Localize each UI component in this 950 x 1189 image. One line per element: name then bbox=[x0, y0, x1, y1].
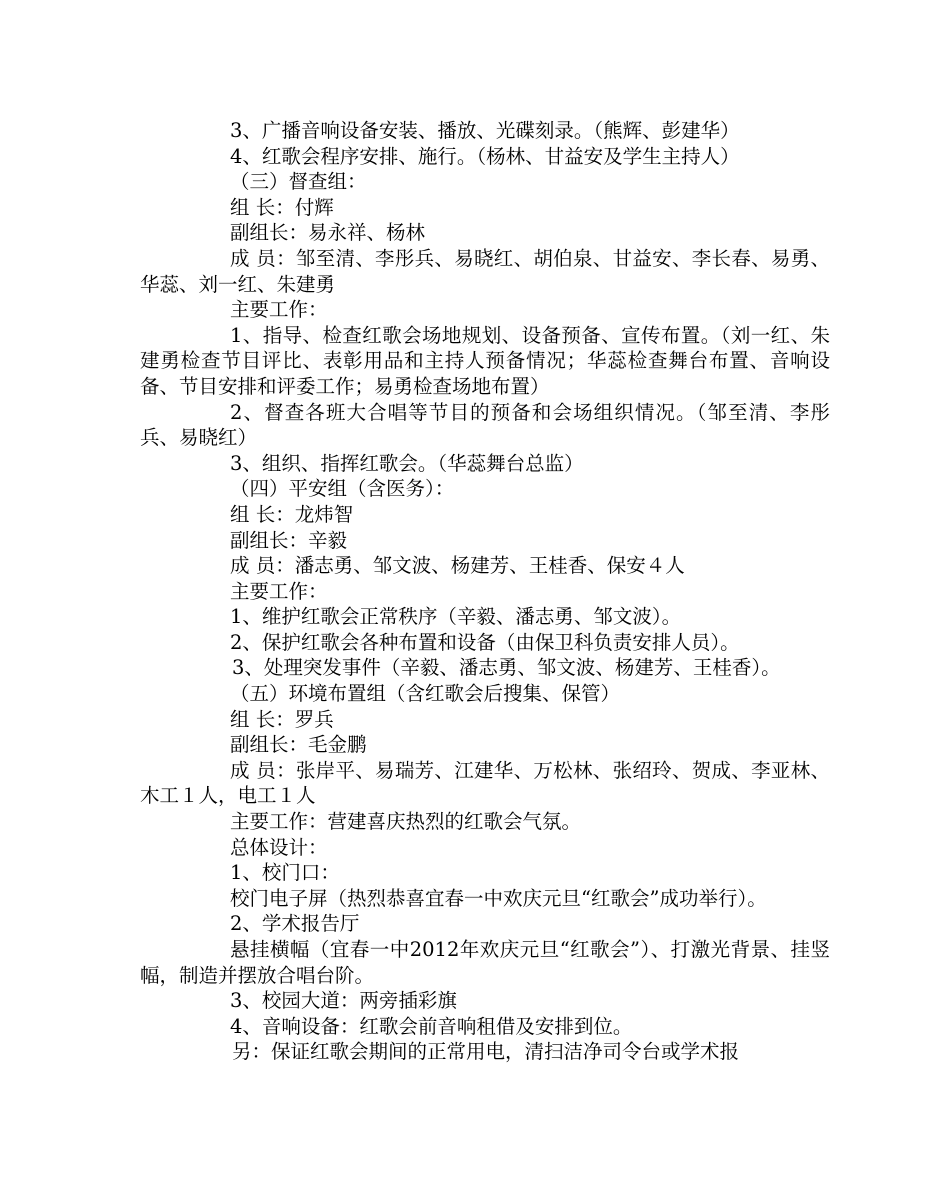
paragraph-safety-task-1: 1、维护红歌会正常秩序（辛毅、潘志勇、邹文波）。 bbox=[230, 605, 682, 629]
paragraph-supervision-task-2: 2、督查各班大合唱等节目的预备和会场组织情况。（邹至清、李彤兵、易晓红） bbox=[140, 400, 830, 450]
paragraph-design-lecture-hall: 2、学术报告厅 bbox=[230, 912, 360, 936]
paragraph-safety-deputy: 副组长：辛毅 bbox=[230, 528, 348, 552]
paragraph-broadcast-equipment: 3、广播音响设备安装、播放、光碟刻录。（熊辉、彭建华） bbox=[230, 119, 740, 142]
paragraph-program-arrangement: 4、红歌会程序安排、施行。（杨林、甘益安及学生主持人） bbox=[230, 144, 740, 168]
section-heading-safety-group: （四）平安组（含医务）： bbox=[230, 477, 455, 501]
paragraph-supervision-task-1: 1、指导、检查红歌会场地规划、设备预备、宣传布置。（刘一红、朱建勇检查节目评比、表彰用品和主持人预备情况；华蕊检查舞台布置、音响设备、节目安排和评委工作；易勇检查场地布置） bbox=[140, 323, 830, 398]
paragraph-design-banners: 悬挂横幅（宜春一中2012年欢庆元旦“红歌会”）、打激光背景、挂竖幅，制造并摆放合唱台阶。 bbox=[140, 938, 830, 987]
document-body bbox=[140, 118, 830, 1065]
paragraph-supervision-members: 成 员：邹至清、李彤兵、易晓红、胡伯泉、甘益安、李长春、易勇、华蕊、刘一红、朱建勇 bbox=[140, 246, 830, 296]
paragraph-safety-task-3: 3、处理突发事件（辛毅、潘志勇、邹文波、杨建芳、王桂香）。 bbox=[232, 656, 781, 680]
paragraph-environment-members: 成 员：张岸平、易瑞芳、江建华、万松林、张绍玲、贺成、李亚林、木工１人，电工１人 bbox=[140, 758, 830, 808]
paragraph-overall-design: 总体设计： bbox=[230, 835, 328, 859]
paragraph-environment-main-work: 主要工作：营建喜庆热烈的红歌会气氛。 bbox=[230, 810, 582, 834]
paragraph-safety-main-work: 主要工作： bbox=[230, 579, 328, 603]
paragraph-supervision-task-3: 3、组织、指挥红歌会。（华蕊舞台总监） bbox=[230, 451, 584, 475]
paragraph-design-campus-avenue: 3、校园大道：两旁插彩旗 bbox=[230, 989, 457, 1013]
paragraph-design-gate-screen: 校门电子屏（热烈恭喜宜春一中欢庆元旦“红歌会”成功举行）。 bbox=[230, 886, 767, 910]
paragraph-safety-members: 成 员：潘志勇、邹文波、杨建芳、王桂香、保安４人 bbox=[230, 554, 685, 578]
section-heading-supervision-group: （三）督查组： bbox=[230, 170, 367, 194]
paragraph-design-sound-equipment: 4、音响设备：红歌会前音响租借及安排到位。 bbox=[230, 1014, 633, 1038]
paragraph-design-school-gate: 1、校门口： bbox=[230, 861, 340, 885]
paragraph-environment-deputy: 副组长：毛金鹏 bbox=[230, 733, 367, 757]
paragraph-safety-task-2: 2、保护红歌会各种布置和设备（由保卫科负责安排人员）。 bbox=[230, 630, 740, 654]
paragraph-safety-leader: 组 长：龙炜智 bbox=[230, 502, 354, 526]
paragraph-supervision-deputy: 副组长：易永祥、杨林 bbox=[230, 221, 426, 245]
paragraph-supervision-leader: 组 长：付辉 bbox=[230, 195, 334, 219]
paragraph-environment-leader: 组 长：罗兵 bbox=[230, 707, 334, 731]
section-heading-environment-group: （五）环境布置组（含红歌会后搜集、保管） bbox=[230, 682, 621, 706]
paragraph-power-supply-note: 另：保证红歌会期间的正常用电，清扫洁净司令台或学术报 bbox=[232, 1040, 740, 1064]
paragraph-supervision-main-work: 主要工作： bbox=[230, 298, 328, 322]
